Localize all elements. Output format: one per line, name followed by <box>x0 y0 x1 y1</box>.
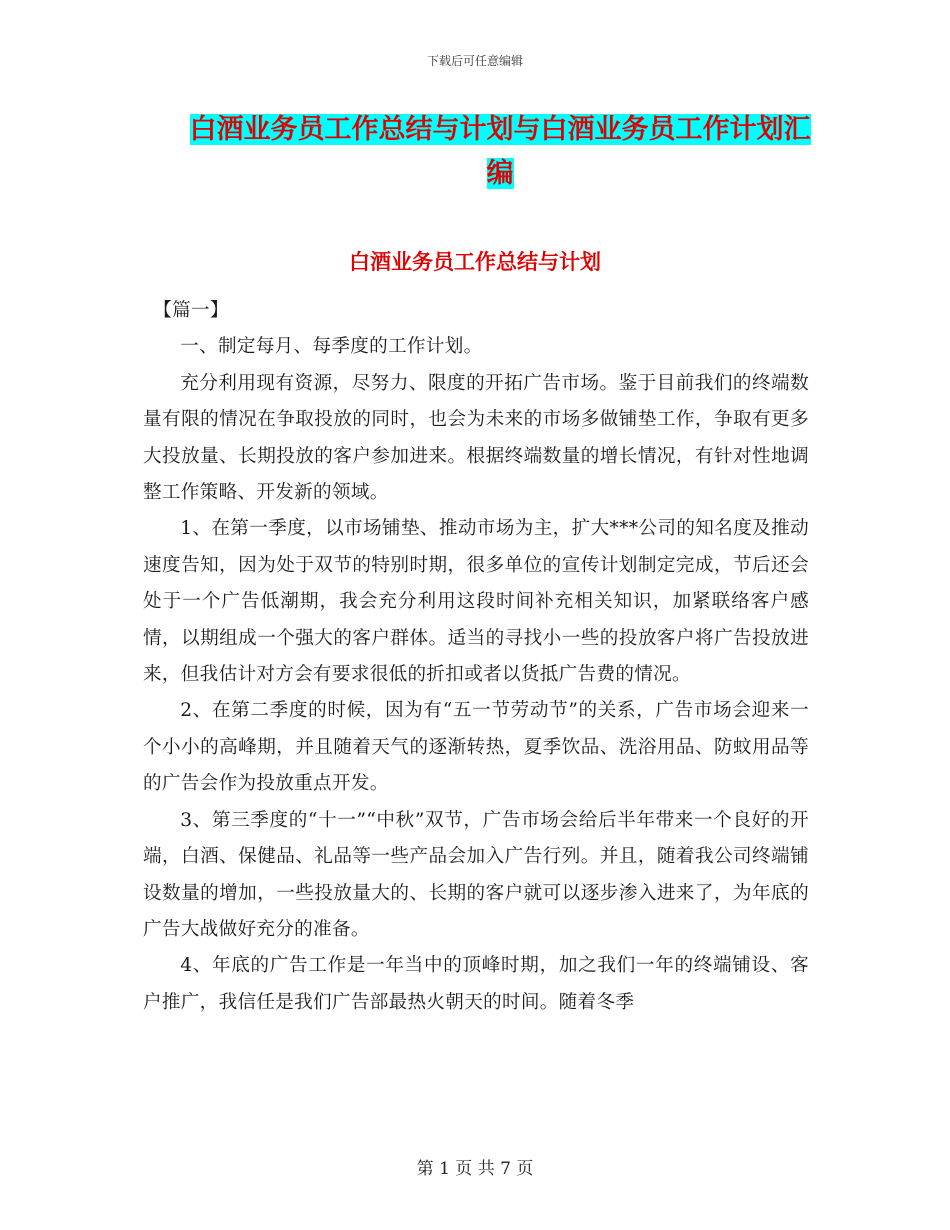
paragraph: 一、制定每月、每季度的工作计划。 <box>180 336 483 358</box>
paragraph: 充分利用现有资源，尽努力、限度的开拓广告市场。鉴于目前我们的终端数量有限的情况在争取投放的同时，也会为未来的市场多做铺垫工作，争取有更多大投放量、长期投放的客户参加进来。根据终端数量的增长情况，有针对性地调整工作策略、开发新的领域。 <box>143 372 809 504</box>
paragraph: 2、在第二季度的时候，因为有“五一节劳动节”的关系，广告市场会迎来一个小小的高峰期，并且随着天气的逐渐转热，夏季饮品、洗浴用品、防蚊用品等的广告会作为投放重点开发。 <box>143 700 809 795</box>
section-label: 【篇一】 <box>153 300 229 321</box>
paragraph: 3、第三季度的“十一”“中秋”双节，广告市场会给后半年带来一个良好的开端，白酒、保健品、礼品等一些产品会加入广告行列。并且，随着我公司终端铺设数量的增加，一些投放量大的、长期的客户就可以逐步渗入进来了，为年底的广告大战做好充分的准备。 <box>143 809 809 940</box>
page-number: 第 1 页 共 7 页 <box>416 1159 534 1179</box>
paragraph: 1、在第一季度，以市场铺垫、推动市场为主，扩大***公司的知名度及推动速度告知，因为处于双节的特别时期，很多单位的宣传计划制定完成，节后还会处于一个广告低潮期，我会充分利用这段时间补充相关知识，加紧联络客户感情，以期组成一个强大的客户群体。适当的寻找小一些的投放客户将广告投放进来，但我估计对方会有要求很低的折扣或者以货抵广告费的情况。 <box>143 518 809 686</box>
paragraph: 4、年底的广告工作是一年当中的顶峰时期，加之我们一年的终端铺设、客户推广，我信任是我们广告部最热火朝天的时间。随着冬季 <box>143 955 809 1013</box>
document-title-line-2: 编 <box>486 158 514 189</box>
page-header-note: 下载后可任意编辑 <box>426 54 523 68</box>
document-title <box>140 108 860 196</box>
document-body <box>143 293 809 1021</box>
document-title-line-1: 白酒业务员工作总结与计划与白酒业务员工作计划汇 <box>189 114 811 145</box>
section-title: 白酒业务员工作总结与计划 <box>349 250 601 274</box>
